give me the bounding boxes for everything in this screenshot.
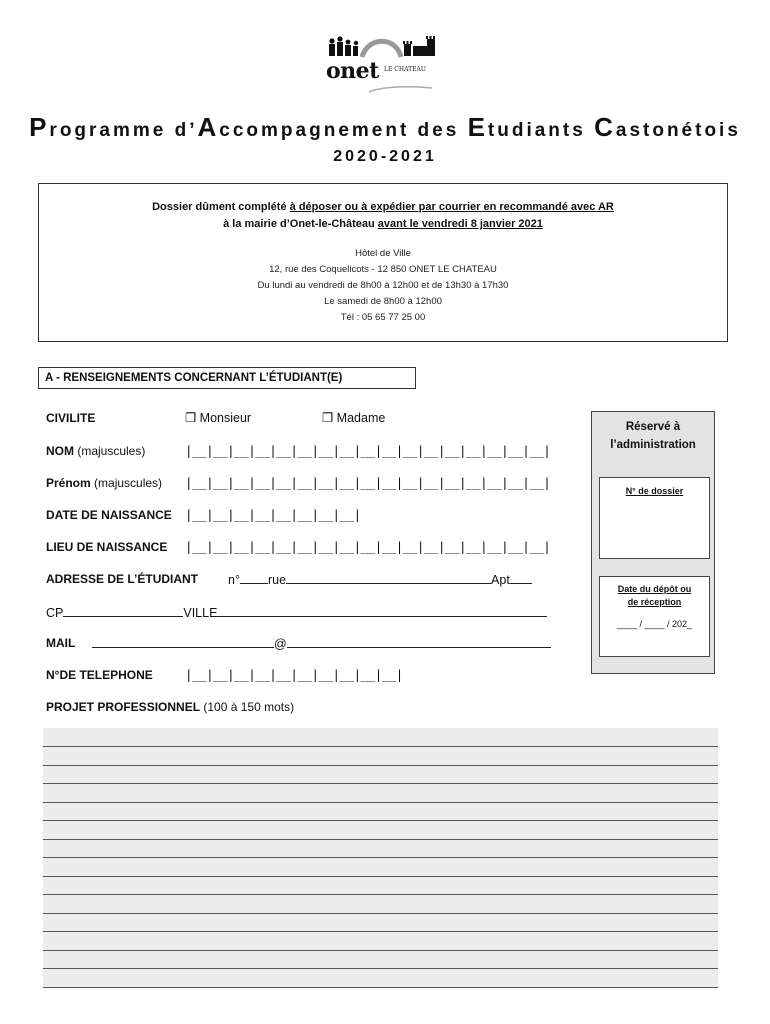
- writing-line: [43, 894, 718, 895]
- birth-date-label: DATE DE NAISSANCE: [46, 508, 172, 522]
- project-hint: (100 à 150 mots): [200, 700, 295, 714]
- writing-line: [43, 839, 718, 840]
- apt-input[interactable]: [510, 571, 532, 584]
- phone-field[interactable]: |__|__|__|__|__|__|__|__|__|__|: [185, 667, 403, 682]
- ville-input[interactable]: [217, 604, 547, 617]
- number-label: n°: [228, 573, 240, 587]
- submission-info-box: [38, 183, 728, 342]
- writing-line: [43, 746, 718, 747]
- info-line-1-a: Dossier dûment complété: [152, 201, 290, 213]
- title-rest-1: rogramme d’: [49, 120, 198, 141]
- prenom-hint: (majuscules): [90, 476, 163, 490]
- madame-checkbox[interactable]: ❒ Madame: [322, 411, 386, 425]
- onet-logo: [322, 34, 448, 94]
- title-rest-3: tudiants: [487, 120, 595, 141]
- project-writing-area[interactable]: [43, 728, 718, 988]
- nom-field[interactable]: |__|__|__|__|__|__|__|__|__|__|__|__|__|__|__|__|__|: [185, 443, 551, 458]
- dossier-number-box[interactable]: [599, 477, 710, 559]
- nom-label: [46, 444, 145, 458]
- cp-label: CP: [46, 606, 64, 620]
- street-label: rue: [267, 573, 287, 587]
- project-label-text: PROJET PROFESSIONNEL: [46, 700, 201, 714]
- writing-line: [43, 931, 718, 932]
- title-rest-4: astonétois: [615, 120, 741, 141]
- admin-reserved-box: [591, 411, 715, 674]
- prenom-label-text: Prénom: [46, 476, 91, 490]
- title-rest-2: ccompagnement des: [219, 120, 468, 141]
- writing-line: [43, 876, 718, 877]
- writing-line: [43, 820, 718, 821]
- year: 2020-2021: [333, 148, 437, 165]
- dossier-number-label: N° de dossier: [625, 486, 684, 496]
- monsieur-checkbox[interactable]: ❒ Monsieur: [185, 411, 252, 425]
- admin-title: [592, 418, 714, 454]
- address-line: Du lundi au vendredi de 8h00 à 12h00 et de 13h30 à 17h30: [257, 280, 509, 291]
- address-line: Le samedi de 8h00 à 12h00: [324, 296, 442, 307]
- prenom-field[interactable]: |__|__|__|__|__|__|__|__|__|__|__|__|__|__|__|__|__|: [185, 475, 551, 490]
- number-input[interactable]: [240, 571, 268, 584]
- mail-field[interactable]: [92, 635, 551, 651]
- at-sign: @: [274, 637, 287, 651]
- ville-label: VILLE: [183, 606, 218, 620]
- apt-label: Apt: [491, 573, 510, 587]
- birth-date-field[interactable]: |__|__|__|__|__|__|__|__|: [185, 507, 361, 522]
- title-cap-4: C: [594, 112, 616, 142]
- address-line: 12, rue des Coquelicots - 12 850 ONET LE CHATEAU: [269, 264, 497, 275]
- info-line-2-a: à la mairie d’Onet-le-Château: [223, 218, 378, 230]
- writing-line: [43, 950, 718, 951]
- deposit-date-placeholder: ____ / ____ / 202_: [616, 619, 693, 629]
- logo-word: onet: [326, 58, 379, 84]
- title-cap-2: A: [197, 112, 220, 142]
- title-cap-3: E: [467, 112, 488, 142]
- writing-line: [43, 802, 718, 803]
- mail-user-input[interactable]: [92, 635, 274, 648]
- nom-hint: (majuscules): [74, 444, 146, 458]
- deposit-date-box[interactable]: [599, 576, 710, 657]
- admin-title-1: Réservé à: [625, 421, 681, 433]
- admin-title-2: l’administration: [610, 439, 696, 451]
- info-line-1: [39, 201, 727, 213]
- civilite-label: CIVILITE: [46, 411, 96, 425]
- mail-label: MAIL: [46, 636, 76, 650]
- writing-line: [43, 857, 718, 858]
- logo-subtitle: LE CHATEAU: [384, 66, 426, 73]
- deposit-date-label-2: de réception: [627, 597, 682, 607]
- address-line: Tél : 05 65 77 25 00: [340, 312, 426, 323]
- phone-label: N°DE TELEPHONE: [46, 668, 153, 682]
- writing-line: [43, 987, 718, 988]
- nom-label-text: NOM: [46, 444, 74, 458]
- cp-input[interactable]: [63, 604, 183, 617]
- birth-place-field[interactable]: |__|__|__|__|__|__|__|__|__|__|__|__|__|__|__|__|__|: [185, 539, 551, 554]
- writing-line: [43, 913, 718, 914]
- info-line-1-b: à déposer ou à expédier par courrier en recommandé avec AR: [289, 201, 614, 213]
- deposit-date-label-1: Date du dépôt ou: [617, 584, 692, 594]
- section-a-header: A - RENSEIGNEMENTS CONCERNANT L’ÉTUDIANT(E): [38, 367, 416, 389]
- project-label: [46, 700, 294, 714]
- title-cap-1: P: [29, 112, 50, 142]
- prenom-label: [46, 476, 162, 490]
- address-label: ADRESSE DE L’ÉTUDIANT: [46, 572, 199, 586]
- address-line: Hôtel de Ville: [355, 248, 411, 259]
- birth-place-label: LIEU DE NAISSANCE: [46, 540, 168, 554]
- writing-line: [43, 968, 718, 969]
- info-line-2: [39, 218, 727, 230]
- info-line-2-b: avant le vendredi 8 janvier 2021: [377, 218, 543, 230]
- mail-domain-input[interactable]: [287, 635, 551, 648]
- address-field[interactable]: [228, 571, 532, 587]
- cp-ville-row: [46, 604, 547, 620]
- writing-line: [43, 783, 718, 784]
- page-title: [0, 112, 770, 143]
- street-input[interactable]: [286, 571, 491, 584]
- writing-line: [43, 765, 718, 766]
